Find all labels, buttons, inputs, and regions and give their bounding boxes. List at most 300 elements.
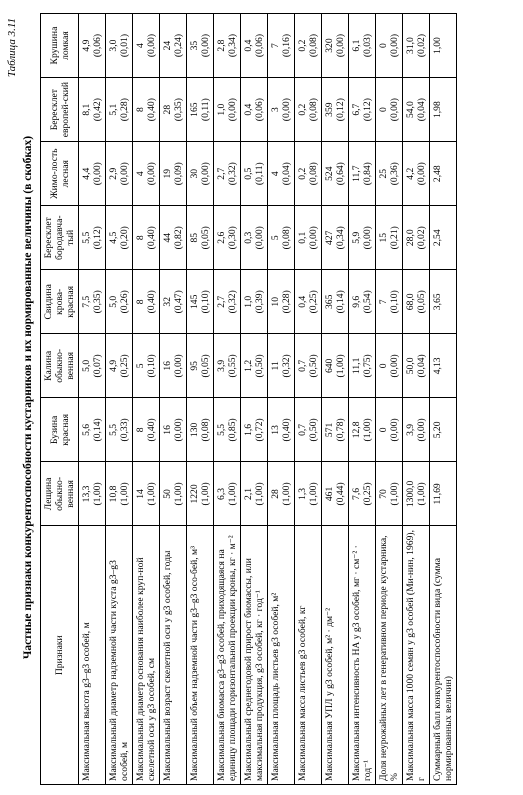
raw-value: 8	[135, 299, 146, 305]
normalized-value: (0,02)	[416, 226, 427, 250]
value-cell	[295, 142, 322, 206]
raw-value: 0,3	[243, 231, 254, 244]
table-row	[106, 14, 133, 785]
raw-value: 13	[270, 425, 281, 435]
raw-value: 28	[162, 104, 173, 115]
normalized-value: (0,82)	[173, 226, 184, 250]
value-cell	[241, 206, 268, 270]
value-cell	[322, 78, 349, 142]
raw-value: 70	[378, 489, 389, 499]
raw-value: 5,5	[81, 231, 92, 244]
normalized-value: (0,21)	[389, 226, 400, 250]
value-cell	[430, 206, 457, 270]
raw-value: 11,7	[351, 165, 362, 182]
value-cell	[106, 270, 133, 334]
raw-value: 359	[324, 102, 335, 117]
raw-value: 1220	[189, 484, 200, 504]
value-cell	[376, 334, 403, 398]
value-cell	[268, 78, 295, 142]
value-cell	[241, 14, 268, 78]
normalized-value: (0,06)	[254, 33, 265, 58]
raw-value: 2,6	[216, 231, 227, 244]
raw-value: 10	[270, 297, 281, 307]
value-cell	[430, 462, 457, 526]
normalized-value: (1,00)	[416, 482, 427, 506]
normalized-value: (0,32)	[227, 290, 238, 314]
normalized-value: (0,12)	[335, 98, 346, 122]
normalized-value: (0,00)	[146, 33, 157, 58]
raw-value: 95	[189, 361, 200, 371]
raw-value: 3	[270, 107, 281, 113]
value-cell	[403, 14, 430, 78]
normalized-value: (0,28)	[119, 98, 130, 122]
normalized-value: (0,11)	[254, 162, 265, 186]
value-cell	[268, 142, 295, 206]
normalized-value: (0,25)	[119, 354, 130, 378]
raw-value: 50	[162, 489, 173, 499]
header-species: Бересклет европей-ский	[41, 78, 79, 142]
normalized-value: (0,25)	[308, 290, 319, 314]
competitiveness-table	[40, 13, 457, 785]
normalized-value: (0,05)	[416, 290, 427, 314]
value-cell	[214, 398, 241, 462]
value-cell	[376, 270, 403, 334]
table-row	[241, 14, 268, 785]
normalized-value: (0,07)	[92, 354, 103, 378]
value-cell	[187, 270, 214, 334]
normalized-value: (0,26)	[119, 290, 130, 314]
raw-value: 3,9	[405, 423, 416, 436]
normalized-value: (0,02)	[416, 33, 427, 58]
normalized-value: (0,30)	[227, 226, 238, 250]
feature-cell: Максимальная масса 1000 семян у g3 особей (Ми-нин, 1969), г	[403, 526, 430, 785]
value-cell	[349, 78, 376, 142]
raw-value: 4,2	[405, 167, 416, 180]
value-cell	[403, 206, 430, 270]
value-cell	[376, 206, 403, 270]
value-cell	[430, 14, 457, 78]
value-cell	[268, 14, 295, 78]
raw-value: 2,7	[216, 167, 227, 180]
value-cell	[214, 14, 241, 78]
raw-value: 16	[162, 361, 173, 371]
value-cell	[295, 398, 322, 462]
feature-cell: Суммарный балл конкурентоспособности вида (сумма нормированных величин)	[430, 526, 457, 785]
value-cell	[349, 462, 376, 526]
table-row	[160, 14, 187, 785]
value-cell	[133, 78, 160, 142]
raw-value: 365	[324, 294, 335, 309]
normalized-value: (0,04)	[416, 98, 427, 122]
value-cell	[160, 78, 187, 142]
value-cell	[403, 270, 430, 334]
raw-value: 54,0	[405, 101, 416, 119]
raw-value: 4,13	[432, 357, 443, 375]
normalized-value: (0,25)	[362, 482, 373, 506]
normalized-value: (0,24)	[173, 33, 184, 58]
normalized-value: (0,42)	[92, 98, 103, 122]
raw-value: 130	[189, 422, 200, 438]
raw-value: 11	[270, 361, 281, 371]
raw-value: 4	[135, 171, 146, 177]
normalized-value: (0,00)	[227, 98, 238, 122]
normalized-value: (0,00)	[254, 226, 265, 250]
value-cell	[295, 14, 322, 78]
table-row	[322, 14, 349, 785]
raw-value: 5,0	[108, 295, 119, 308]
table-number: Таблица 3.11	[6, 18, 18, 78]
raw-value: 461	[324, 486, 335, 502]
value-cell	[430, 78, 457, 142]
normalized-value: (0,04)	[281, 162, 292, 186]
header-row	[41, 14, 79, 785]
normalized-value: (1,00)	[389, 482, 400, 506]
normalized-value: (0,12)	[362, 98, 373, 122]
raw-value: 2,1	[243, 487, 254, 500]
value-cell	[106, 334, 133, 398]
normalized-value: (0,54)	[362, 290, 373, 314]
normalized-value: (0,50)	[254, 354, 265, 378]
normalized-value: (0,47)	[173, 290, 184, 314]
table-row	[376, 14, 403, 785]
normalized-value: (0,40)	[146, 98, 157, 122]
normalized-value: (1,00)	[119, 482, 130, 506]
value-cell	[322, 142, 349, 206]
normalized-value: (1,00)	[200, 482, 211, 506]
value-cell	[79, 14, 106, 78]
normalized-value: (1,00)	[146, 482, 157, 506]
value-cell	[241, 78, 268, 142]
raw-value: 5,1	[108, 103, 119, 116]
raw-value: 8,1	[81, 103, 92, 116]
value-cell	[187, 14, 214, 78]
value-cell	[295, 334, 322, 398]
raw-value: 6,3	[216, 487, 227, 500]
normalized-value: (0,05)	[200, 354, 211, 378]
value-cell	[322, 398, 349, 462]
raw-value: 5,6	[81, 423, 92, 436]
raw-value: 15	[378, 232, 389, 243]
value-cell	[241, 270, 268, 334]
raw-value: 571	[324, 422, 335, 438]
value-cell	[79, 78, 106, 142]
value-cell	[106, 78, 133, 142]
normalized-value: (0,00)	[335, 33, 346, 58]
feature-cell: Максимальная высота g3–g3 особей, м	[79, 526, 106, 785]
value-cell	[376, 462, 403, 526]
normalized-value: (0,08)	[200, 418, 211, 442]
value-cell	[268, 462, 295, 526]
normalized-value: (0,00)	[389, 33, 400, 58]
value-cell	[241, 462, 268, 526]
raw-value: 10,8	[108, 485, 119, 503]
normalized-value: (1,00)	[227, 482, 238, 506]
raw-value: 30	[189, 168, 200, 179]
feature-cell: Максимальный среднегодовой прирост биомассы, или максимальная продукция, g3 особей, кг · год⁻¹	[241, 526, 268, 785]
normalized-value: (0,33)	[119, 418, 130, 442]
raw-value: 1300,0	[405, 480, 416, 508]
raw-value: 14	[135, 489, 146, 499]
raw-value: 31,0	[405, 37, 416, 54]
table-row	[187, 14, 214, 785]
feature-cell: Максимальный возраст скелетной оси у g3 особей, годы	[160, 526, 187, 785]
raw-value: 6,1	[351, 39, 362, 52]
raw-value: 0,4	[297, 295, 308, 308]
normalized-value: (0,72)	[254, 418, 265, 442]
raw-value: 8	[135, 427, 146, 433]
value-cell	[403, 78, 430, 142]
normalized-value: (1,00)	[92, 482, 103, 506]
raw-value: 1,3	[297, 487, 308, 500]
value-cell	[187, 142, 214, 206]
table-row	[430, 14, 457, 785]
normalized-value: (0,34)	[335, 226, 346, 250]
normalized-value: (0,00)	[389, 354, 400, 378]
normalized-value: (0,64)	[335, 162, 346, 186]
raw-value: 0,7	[297, 359, 308, 372]
value-cell	[160, 462, 187, 526]
normalized-value: (0,28)	[281, 290, 292, 314]
normalized-value: (0,10)	[200, 290, 211, 314]
raw-value: 28	[270, 489, 281, 499]
value-cell	[403, 334, 430, 398]
normalized-value: (0,20)	[119, 226, 130, 250]
normalized-value: (0,00)	[389, 98, 400, 122]
raw-value: 0,2	[297, 167, 308, 180]
normalized-value: (0,00)	[200, 33, 211, 58]
raw-value: 3,0	[108, 39, 119, 52]
value-cell	[79, 462, 106, 526]
value-cell	[322, 462, 349, 526]
normalized-value: (0,84)	[362, 162, 373, 186]
normalized-value: (0,40)	[146, 418, 157, 442]
normalized-value: (0,75)	[362, 354, 373, 378]
value-cell	[322, 14, 349, 78]
value-cell	[403, 398, 430, 462]
value-cell	[322, 334, 349, 398]
raw-value: 145	[189, 294, 200, 309]
feature-cell: Максимальный объем надземной части g3–g3 осо-бей, м³	[187, 526, 214, 785]
value-cell	[214, 334, 241, 398]
value-cell	[79, 398, 106, 462]
normalized-value: (0,00)	[173, 418, 184, 442]
raw-value: 4	[135, 43, 146, 48]
value-cell	[295, 78, 322, 142]
value-cell	[187, 78, 214, 142]
raw-value: 85	[189, 232, 200, 243]
normalized-value: (1,00)	[362, 418, 373, 442]
raw-value: 7	[378, 299, 389, 305]
normalized-value: (0,16)	[281, 33, 292, 58]
normalized-value: (0,08)	[308, 98, 319, 122]
normalized-value: (0,40)	[146, 290, 157, 314]
normalized-value: (0,08)	[308, 33, 319, 58]
value-cell	[106, 142, 133, 206]
raw-value: 8	[135, 235, 146, 241]
feature-cell: Максимальная УПЛ у g3 особей, м² · дм⁻²	[322, 526, 349, 785]
value-cell	[133, 142, 160, 206]
value-cell	[376, 398, 403, 462]
raw-value: 5,0	[81, 359, 92, 372]
normalized-value: (0,09)	[173, 162, 184, 186]
normalized-value: (0,32)	[227, 162, 238, 186]
table-body	[79, 14, 457, 785]
normalized-value: (1,00)	[308, 482, 319, 506]
normalized-value: (0,32)	[281, 354, 292, 378]
table-row	[295, 14, 322, 785]
value-cell	[295, 462, 322, 526]
header-species: Бересклет бородавча-тый	[41, 206, 79, 270]
raw-value: 35	[189, 40, 200, 51]
header-species: Бузина красная	[41, 398, 79, 462]
normalized-value: (0,00)	[119, 162, 130, 186]
normalized-value: (0,35)	[92, 290, 103, 314]
raw-value: 68,0	[405, 293, 416, 311]
value-cell	[133, 206, 160, 270]
value-cell	[106, 398, 133, 462]
normalized-value: (0,78)	[335, 418, 346, 442]
normalized-value: (0,08)	[308, 162, 319, 186]
value-cell	[133, 398, 160, 462]
raw-value: 5,9	[351, 231, 362, 244]
raw-value: 28,0	[405, 229, 416, 247]
value-cell	[241, 142, 268, 206]
normalized-value: (0,08)	[281, 226, 292, 250]
feature-cell: Максимальная площадь листьев g3 особей, м²	[268, 526, 295, 785]
table-row	[268, 14, 295, 785]
raw-value: 2,8	[216, 39, 227, 52]
value-cell	[430, 270, 457, 334]
raw-value: 7	[270, 43, 281, 48]
normalized-value: (1,00)	[335, 354, 346, 378]
raw-value: 0,2	[297, 103, 308, 116]
raw-value: 11,1	[351, 357, 362, 375]
normalized-value: (0,00)	[416, 162, 427, 186]
raw-value: 4,9	[81, 39, 92, 52]
value-cell	[79, 334, 106, 398]
value-cell	[133, 270, 160, 334]
raw-value: 16	[162, 425, 173, 435]
value-cell	[214, 78, 241, 142]
normalized-value: (0,00)	[281, 98, 292, 122]
value-cell	[322, 270, 349, 334]
raw-value: 6,7	[351, 103, 362, 116]
value-cell	[106, 206, 133, 270]
raw-value: 0,2	[297, 39, 308, 52]
header-species: Лещина обыкно-венная	[41, 462, 79, 526]
raw-value: 640	[324, 358, 335, 374]
normalized-value: (0,06)	[92, 33, 103, 58]
feature-cell: Максимальная масса листьев g3 особей, кг	[295, 526, 322, 785]
value-cell	[376, 78, 403, 142]
feature-cell: Максимальная биомасса g3–g3 особей, приходящаяся на единицу площади горизонтальной проекции кроны, кг · м⁻²	[214, 526, 241, 785]
raw-value: 12,8	[351, 421, 362, 439]
value-cell	[187, 334, 214, 398]
value-cell	[322, 206, 349, 270]
raw-value: 0,5	[243, 167, 254, 180]
normalized-value: (0,03)	[362, 33, 373, 58]
value-cell	[268, 270, 295, 334]
raw-value: 0	[378, 43, 389, 48]
value-cell	[403, 462, 430, 526]
value-cell	[430, 142, 457, 206]
raw-value: 0,4	[243, 103, 254, 116]
value-cell	[376, 14, 403, 78]
raw-value: 5,5	[108, 423, 119, 436]
normalized-value: (0,04)	[416, 354, 427, 378]
raw-value: 5,20	[432, 421, 443, 439]
value-cell	[214, 206, 241, 270]
raw-value: 0,1	[297, 231, 308, 244]
table-row	[79, 14, 106, 785]
normalized-value: (0,50)	[308, 354, 319, 378]
raw-value: 2,9	[108, 167, 119, 180]
header-species: Калина обыкно-венная	[41, 334, 79, 398]
raw-value: 5,5	[216, 423, 227, 436]
normalized-value: (0,00)	[362, 226, 373, 250]
value-cell	[376, 142, 403, 206]
normalized-value: (0,50)	[308, 418, 319, 442]
raw-value: 1,0	[216, 103, 227, 116]
raw-value: 9,6	[351, 295, 362, 308]
normalized-value: (0,00)	[146, 162, 157, 186]
table-row	[403, 14, 430, 785]
normalized-value: (0,00)	[308, 226, 319, 250]
value-cell	[268, 398, 295, 462]
value-cell	[187, 398, 214, 462]
value-cell	[295, 206, 322, 270]
normalized-value: (0,01)	[119, 33, 130, 58]
value-cell	[79, 270, 106, 334]
raw-value: 1,00	[432, 37, 443, 54]
raw-value: 5	[270, 235, 281, 241]
feature-cell: Максимальный диаметр надземной части куста g3–g3 особей, м	[106, 526, 133, 785]
normalized-value: (1,00)	[254, 482, 265, 506]
value-cell	[79, 206, 106, 270]
value-cell	[349, 270, 376, 334]
table-row	[133, 14, 160, 785]
normalized-value: (0,39)	[254, 290, 265, 314]
raw-value: 427	[324, 230, 335, 245]
normalized-value: (0,11)	[200, 98, 211, 122]
table-title: Частные признаки конкурентоспособности кустарников и их нормированные величины (в скобках)	[22, 135, 34, 660]
raw-value: 32	[162, 297, 173, 307]
normalized-value: (0,14)	[335, 290, 346, 314]
value-cell	[106, 462, 133, 526]
normalized-value: (0,00)	[389, 418, 400, 442]
raw-value: 0,7	[297, 423, 308, 436]
value-cell	[214, 270, 241, 334]
value-cell	[160, 398, 187, 462]
raw-value: 1,2	[243, 359, 254, 372]
value-cell	[241, 398, 268, 462]
value-cell	[160, 270, 187, 334]
value-cell	[295, 270, 322, 334]
raw-value: 8	[135, 107, 146, 113]
feature-cell: Максимальный диаметр основания наиболее круп-ной скелетной оси у g3 особей, см	[133, 526, 160, 785]
raw-value: 4,5	[108, 231, 119, 244]
value-cell	[214, 462, 241, 526]
header-species: Крушина ломкая	[41, 14, 79, 78]
normalized-value: (0,10)	[389, 290, 400, 314]
normalized-value: (1,00)	[281, 482, 292, 506]
normalized-value: (0,14)	[92, 418, 103, 442]
raw-value: 4	[270, 171, 281, 177]
value-cell	[349, 142, 376, 206]
raw-value: 7,5	[81, 295, 92, 308]
raw-value: 2,54	[432, 229, 443, 247]
value-cell	[349, 206, 376, 270]
